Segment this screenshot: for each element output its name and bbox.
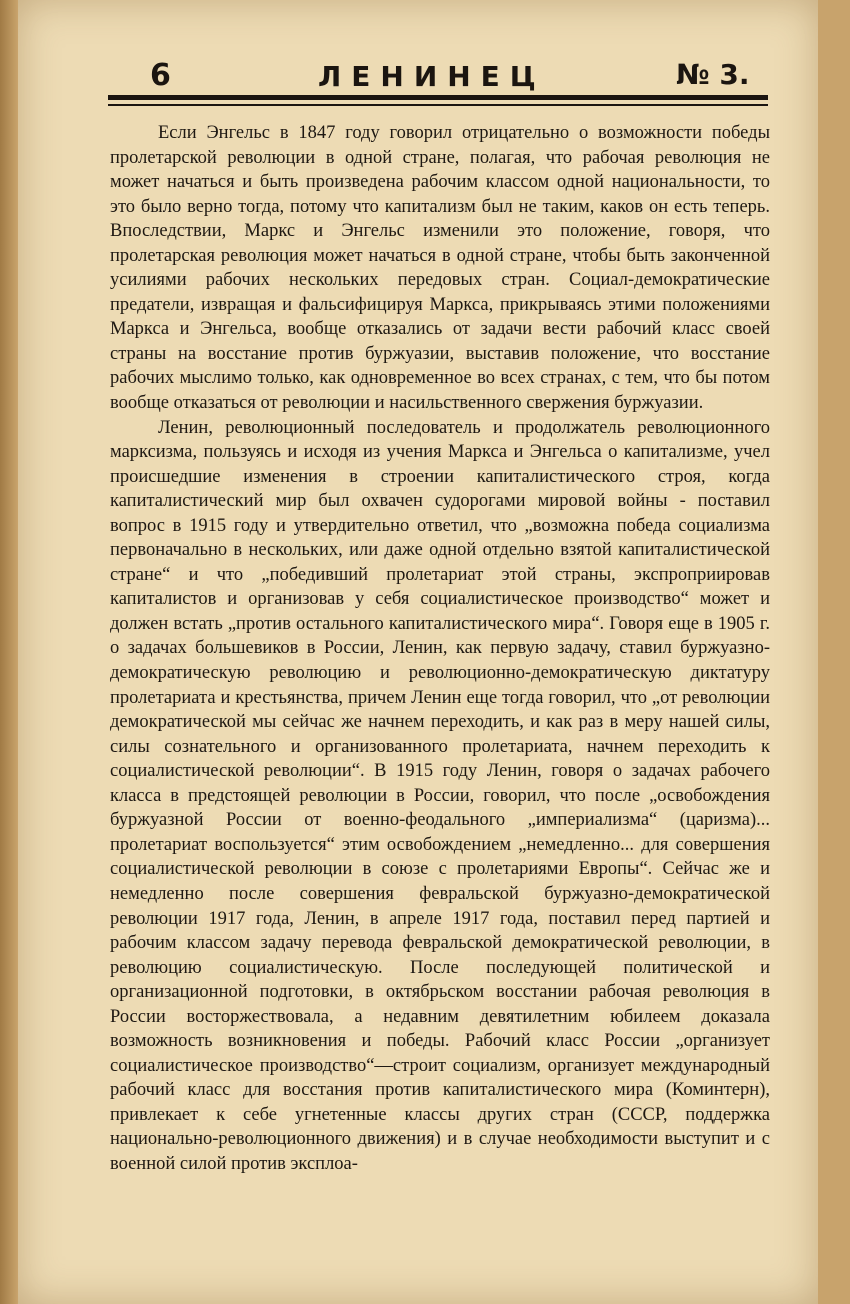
paragraph: Если Энгельс в 1847 году говорил отрицательно о возможности победы пролетарской революции в одной стране, полагая, что рабочая революция не может начаться и быть произведена рабочим классом одной национальности, то это было верно тогда, потому что капитализм был не таким, каков он есть теперь. Впоследствии, Маркс и Энгельс изменили это положение, говоря, что пролетарская революция может начаться в одной стране, чтобы быть законченной усилиями рабочих нескольких передовых стран. Социал-демократические предатели, извращая и фальсифицируя Маркса, прикрываясь этими положениями Маркса и Энгельса, вообще отказались от задачи вести рабочий класс своей страны на восстание против буржуазии, выставив положение, что восстание рабочих мыслимо только, как одновременное во всех странах, с тем, что бы потом вообще отказаться от революции и насильственного свержения буржуазии. [110, 123, 770, 414]
header-rule-thin [108, 104, 768, 106]
running-header [108, 58, 768, 98]
page-number: 6 [150, 58, 171, 93]
issue-number: № 3. [676, 58, 750, 91]
paragraph: Ленин, революционный последователь и продолжатель революционного марксизма, пользуясь и исходя из учения Маркса и Энгельса о капитализме, учел происшедшие изменения в строении капиталистического строя, когда капиталистический мир был охвачен судорогами мировой войны - поставил вопрос в 1915 году и утвердительно ответил, что „возможна победа социализма первоначально в нескольких, или даже одной отдельно взятой капиталистической стране“ и что „победивший пролетариат этой страны, экспроприировав капиталистов и организовав у себя социалистическое производство“ может и должен встать „против остального капиталистического мира“. Говоря еще в 1905 г. о задачах большевиков в России, Ленин, как первую задачу, ставил буржуазно-демократическую революцию и революционно-демократическую диктатуру пролетариата и крестьянства, причем Ленин еще тогда говорил, что „от революции демократической мы сейчас же начнем переходить, и как раз в меру нашей силы, силы сознательного и организованного пролетариата, начнем переходить к социалистической революции“. В 1915 году Ленин, говоря о задачах рабочего класса в предстоящей революции в России, говорил, что после „освобождения буржуазной России от военно-феодального „империализма“ (царизма)... пролетариат воспользуется“ этим освобождением „немедленно... для совершения социалистической революции в союзе с пролетариями Европы“. Сейчас же и немедленно после совершения февральской буржуазно-демократической революции 1917 года, Ленин, в апреле 1917 года, поставил перед партией и рабочим классом задачу перевода февральской демократической революции, в революцию социалистическую. После последующей политической и организационной подготовки, в октябрьском восстании рабочая революция в России восторжествовала, а недавним девятилетним юбилеем доказала возможность возникновения и победы. Рабочий класс России „организует социалистическое производство“—строит социализм, организует международный рабочий класс для восстания против капиталистического мира (Коминтерн), привлекает к себе угнетенные классы других стран (СССР, поддержка национально-революционного движения) и в случае необходимости выступит и с военной силой против эксплоа- [110, 417, 770, 1174]
header-rule-thick [108, 95, 768, 100]
journal-title: ЛЕНИНЕЦ [318, 60, 546, 93]
article-body [110, 121, 770, 1177]
book-spine [0, 0, 18, 1304]
